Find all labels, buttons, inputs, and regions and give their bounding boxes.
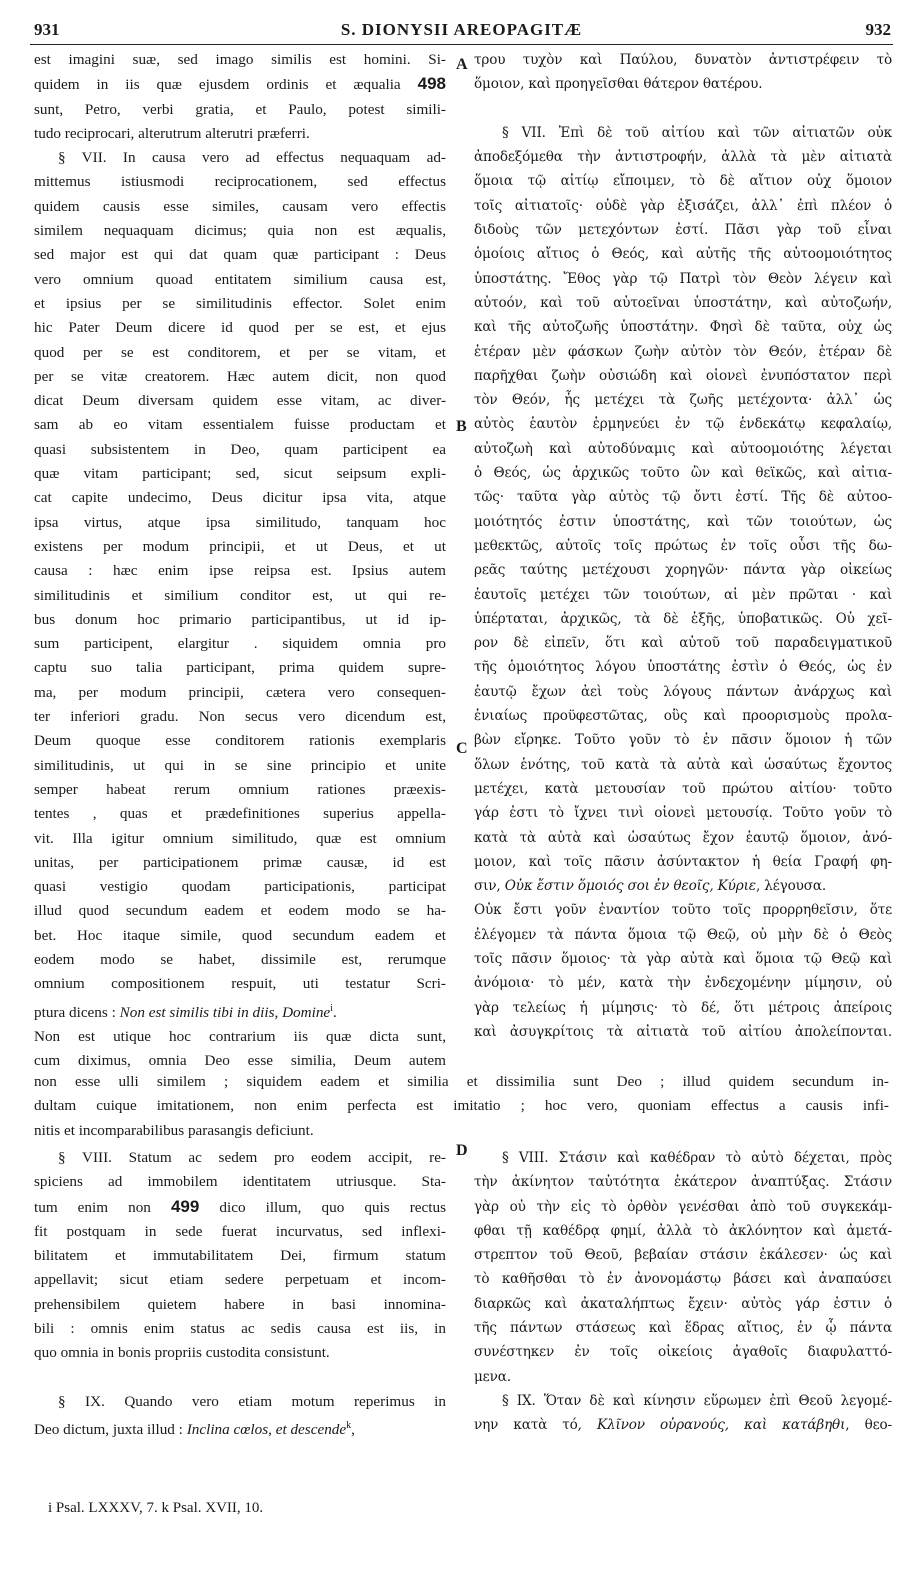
greek-line: ἑαυτῷ ἔχων ἀεὶ τοὺς λόγους πάντων ἀνάρχως καὶ	[474, 683, 892, 700]
scripture-quote: Inclina cœlos, et descende	[186, 1421, 347, 1439]
greek-line: ὅλων ἑνότης, τοῦ κατὰ τὰ αὐτὰ καὶ ὡσαύτως ἔχοντος	[474, 756, 892, 773]
latin-line: sam ab eo vitam essentialem fuisse productam et	[34, 416, 446, 434]
greek-line: ὅμοια τῷ αἰτίῳ εἴποιμεν, τὸ δὲ αἴτιον οὐχ ὅμοιον	[474, 173, 892, 190]
latin-line: sunt, Petro, verbi gratia, et Paulo, potest simili-	[34, 100, 446, 118]
greek-line: μοιότητός ἐστιν ὑποστάτης, καὶ τῶν τοιούτων, ὡς	[474, 513, 892, 530]
greek-line: διδοὺς τῶν μετεχόντων ἐστί. Πᾶσι γὰρ τοῦ εἶναι	[474, 222, 892, 239]
greek-line: ὁμοίοις αἴτιος ὁ Θεός, καὶ αὐτῆς τῆς αὐτοομοιότητος	[474, 246, 892, 263]
greek-line: τοῖς πᾶσιν ὅμοιος· τὰ γὰρ αὐτὰ καὶ ὅμοια τῷ Θεῷ καὶ	[474, 950, 892, 967]
greek-line: γὰρ τελείως ἡ μίμησις· τὸ δέ, ὅτι μέτροις ἀπείροις	[474, 999, 892, 1016]
latin-column-bottom	[34, 1146, 446, 1443]
greek-line: συνέστηκεν ἐν τοῖς οἰκείοις ἀγαθοῖς διαφυλαττό-	[474, 1344, 892, 1361]
latin-line: cum diximus, omnia Deo esse similia, Deum autem	[34, 1052, 446, 1070]
latin-line: vit. Illa igitur omnium similitudo, quæ est omnium	[34, 829, 446, 847]
latin-line: tentes , quas et prædefinitiones superius appella-	[34, 805, 446, 823]
greek-line: τὴν ἀκίνητον ταὐτότητα ἑκάτερον ἀναπτύξας. Στάσιν	[474, 1174, 892, 1191]
latin-line: est imagini suæ, sed imago similis est homini. Si-	[34, 51, 446, 68]
greek-line: ἀνόμοια· τὸ μέν, κατὰ τὴν ἐνδεχομένην μίμησιν, οὐ	[474, 975, 892, 992]
margin-letter-a: A	[456, 56, 468, 73]
latin-line: et ipsius per se similitudinis effector. Solet enim	[34, 294, 446, 312]
greek-line: ρον δὲ εἰπεῖν, ὅτι καὶ αὐτοῦ τοῦ παραδειγματικοῦ	[474, 635, 892, 652]
latin-line: quidem causis esse similes, causam vero effectis	[34, 197, 446, 215]
full-line: non esse ulli similem ; siquidem eadem et similia et dissimilia sunt Deo ; illud quidem secundum in-	[34, 1073, 889, 1090]
greek-line: βὼν εἴρηκε. Τοῦτο γοῦν τὸ ἐν πᾶσιν ὅμοιον ἡ τῶν	[474, 732, 892, 749]
latin-line: eodem modo se habet, dissimile est, rerumque	[34, 950, 446, 968]
latin-line: § IX. Quando vero etiam motum reperimus in	[58, 1392, 446, 1410]
greek-line: τοῖς αἰτιατοῖς· οὐδὲ γὰρ ἐξισάζει, ἀλλ᾽ ἐπὶ πλέον ὁ	[474, 197, 892, 214]
page-number-right: 932	[865, 20, 891, 39]
latin-line: Deum quoque esse conditorem rationis exemplaris	[34, 732, 446, 750]
latin-line: similem nequaquam dicimus; quia non est æqualis,	[34, 222, 446, 240]
latin-line: ipsa virtus, atque ipsa similitudo, tanquam hoc	[34, 513, 446, 531]
greek-line: φθαι τῇ καθέδρᾳ φημί, ἀλλὰ τὸ ἀκλόνητον καὶ ἀμετά-	[474, 1222, 892, 1239]
greek-line: τῆς ὁμοιότητος λόγου ὑποστάτης ἐστὶν ὁ Θεός, ὡς ἐν	[474, 659, 892, 676]
greek-line: ἑαυτοῖς μετέχει τῶν τοιούτων, αἱ μὲν πρῶται · καὶ	[474, 586, 892, 603]
latin-line: per se vitæ creatorem. Hæc autem dicit, non quod	[34, 367, 446, 385]
greek-line: στρεπτον τοῦ Θεοῦ, βεβαίαν στάσιν ἐκάλεσεν· ὡς καὶ	[474, 1247, 892, 1264]
latin-line: § VIII. Statum ac sedem pro eodem accipit, re-	[58, 1149, 446, 1166]
latin-line: existens per modum principii, et ut Deus, et ut	[34, 537, 446, 555]
greek-line: ὁ Θεός, ὡς ἀρχικῶς τοῦτο ὢν καὶ θεϊκῶς, καὶ αἰτια-	[474, 465, 892, 482]
header-rule	[30, 44, 893, 45]
latin-line: tum enim non 499 dico illum, quo quis rectus	[34, 1196, 446, 1216]
latin-line: quidem in iis quæ ejusdem ordinis et æqualia 498	[34, 74, 446, 94]
greek-line: γάρ ἐστι τὸ ἴχνει τινὶ οἱονεὶ μετουσίᾳ. Τοῦτο γοῦν τὸ	[474, 805, 892, 822]
page-number-left: 931	[34, 20, 60, 39]
latin-line: fit postquam in sede fuerat incurvatus, sed inflexi-	[34, 1222, 446, 1240]
greek-line: τὸ καθῆσθαι τὸ ἐν ἀνονομάστῳ βάσει καὶ ἀναπαύσει	[474, 1271, 892, 1288]
greek-line: κατὰ τὰ αὐτὰ καὶ ὡσαύτως ἔχον ἑαυτῷ ὅμοιον, ἀνό-	[474, 829, 892, 846]
latin-line: illud quod secundum eadem et eodem modo se ha-	[34, 902, 446, 920]
greek-line: ἑτέραν μὲν φάσκων ζωὴν αὐτὸν τὸν Θεόν, ἑτέραν δὲ	[474, 343, 892, 360]
latin-line: captu suo talia participant, prima quidem supre-	[34, 659, 446, 677]
running-title: S. DIONYSII AREOPAGITÆ	[340, 20, 583, 39]
greek-line: τῆς πάντων στάσεως καὶ ἕδρας αἴτιος, ἐν ᾧ πάντα	[474, 1320, 892, 1337]
latin-line: dicat Deum diversam quidem esse vitam, ac diver-	[34, 392, 446, 410]
footnotes: i Psal. LXXXV, 7. k Psal. XVII, 10.	[48, 1500, 264, 1516]
latin-line: tudo reciprocari, alterutrum alterutri præferri.	[34, 124, 310, 142]
greek-line: ρεᾶς ταύτης μετέχουσι χορηγῶν· πάντα γὰρ οἰκείως	[474, 562, 892, 579]
latin-line: ma, per modum principii, cætera vero consequen-	[34, 683, 446, 701]
latin-line: quasi subsistentem in Deo, quam participent ea	[34, 440, 446, 458]
greek-line: σιν, Οὐκ ἔστιν ὅμοιός σοι ἐν θεοῖς, Κύριε, λέγουσα.	[474, 878, 827, 895]
migne-number-498: 498	[417, 74, 446, 94]
latin-line: omnium compositionem respuit, uti testatur Scri-	[34, 975, 446, 993]
latin-line: quæ vitam participant; sed, sicut seipsum expli-	[34, 465, 446, 483]
greek-line: ἑνιαίως προϋφεστῶτας, οὓς καὶ προορισμοὺς προλα-	[474, 708, 892, 725]
full-width-latin	[34, 1070, 889, 1143]
margin-letter-d: D	[456, 1142, 468, 1159]
greek-line: νην κατὰ τό, Κλῖνον οὐρανούς, καὶ κατάβηθι, θεο-	[474, 1417, 892, 1434]
latin-line: quasi vestigio quodam participationis, participat	[34, 878, 446, 896]
latin-line: appellavit; sicut etiam sedere perpetuam et incom-	[34, 1271, 446, 1289]
latin-line: mittemus istiusmodi reciprocationem, sed effectus	[34, 173, 446, 191]
page-header	[30, 16, 893, 46]
greek-column-top	[474, 48, 892, 1044]
greek-column-bottom	[474, 1146, 892, 1438]
latin-line: bili : omnis enim status ac sedis causa est iis, in	[34, 1320, 446, 1338]
greek-scripture-quote: Οὐκ ἔστιν ὅμοιός σοι ἐν θεοῖς, Κύριε	[504, 878, 756, 895]
latin-line: semper habeat rerum omnium rationes præexis-	[34, 780, 446, 798]
greek-line: Οὐκ ἔστι γοῦν ἐναντίον τοῦτο τοῖς προρρηθεῖσιν, ὅτε	[474, 902, 892, 919]
full-line: dultam cuique imitationem, non enim perfecta est imitatio ; hoc vero, quoniam effectus a causis infi-	[34, 1097, 889, 1115]
latin-line: bus donum hoc primario participantibus, ut id ip-	[34, 610, 446, 628]
greek-line: μεθεκτῶς, αὐτοῖς τοῖς πρώτως ἐν τοῖς οὖσι τῆς δω-	[474, 537, 892, 554]
greek-line: § VII. Ἐπὶ δὲ τοῦ αἰτίου καὶ τῶν αἰτιατῶν οὐκ	[502, 124, 892, 141]
latin-line: causa : hæc enim ipse reipsa est. Ipsius autem	[34, 562, 446, 580]
greek-scripture-quote: Κλῖνον οὐρανούς, καὶ κατάβηθι	[596, 1417, 846, 1434]
greek-line: διαρκῶς καὶ ἀκαταλήπτως ἔχειν· αὐτὸς γάρ ἐστιν ὁ	[474, 1295, 892, 1312]
greek-line: ὅμοιον, καὶ προηγεῖσθαι θάτερον θατέρου.	[474, 76, 763, 93]
latin-line: Deo dictum, juxta illud : Inclina cœlos, et descende$^k$,	[34, 1420, 355, 1439]
greek-line: μενα.	[474, 1368, 511, 1385]
footnote-mark: i	[330, 1002, 333, 1014]
greek-line: μοιον, καὶ τοῖς πᾶσιν ἀσύντακτον ἡ θεία Γραφή φη-	[474, 853, 892, 870]
greek-line: αὐτοόν, καὶ τοῦ αὐτοεῖναι ὑποστάτην, καὶ αὐτοζωήν,	[474, 294, 892, 311]
greek-line: ὑποστάτης. Ἔθος γὰρ τῷ Πατρὶ τὸν Θεὸν λέγειν καὶ	[474, 270, 892, 287]
greek-line: παρῆχθαι ζωὴν οὐσιώδη καὶ οἱονεὶ ἐνυπόστατον περὶ	[474, 367, 892, 384]
latin-line: spiciens ad immobilem identitatem utriusque. Sta-	[34, 1173, 446, 1191]
full-line: nitis et incomparabilibus parasangis deficiunt.	[34, 1121, 314, 1139]
greek-line: γὰρ οὐ τὴν εἰς τὸ ὀρθὸν γενέσθαι ἀπὸ τοῦ συγκεκάμ-	[474, 1198, 892, 1215]
margin-letter-c: C	[456, 740, 468, 757]
greek-line: § VIII. Στάσιν καὶ καθέδραν τὸ αὐτὸ δέχεται, πρὸς	[502, 1150, 892, 1166]
greek-line: ὑπέρταται, ἀρχικῶς, τὰ δὲ ἑξῆς, ὑποβατικῶς. Οὐ χεῖ-	[474, 610, 892, 627]
greek-line: ἐλέγομεν τὰ πάντα ὅμοια τῷ Θεῷ, οὐ μὴν δὲ ὁ Θεὸς	[474, 926, 892, 943]
latin-line: cat capite undecimo, Deus dicitur ipsa vita, atque	[34, 489, 446, 507]
greek-line: ἀποδεξόμεθα τὴν ἀντιστροφήν, ἀλλὰ τὰ μὲν αἰτιατὰ	[474, 149, 892, 166]
margin-letter-b: B	[456, 418, 467, 435]
migne-number-499: 499	[170, 1196, 200, 1216]
greek-line: μετέχει, κατὰ μετουσίαν τοῦ πρώτου αἰτίου· τοῦτο	[474, 780, 892, 797]
latin-column-top	[34, 48, 446, 1074]
latin-line: sum participent, elargitur . siquidem omnia pro	[34, 635, 446, 653]
latin-line: similitudinis, ut qui in se sine principio et unite	[34, 756, 446, 774]
greek-line: αὐτὸς ἑαυτὸν ἑρμηνεύει ἐν τῷ ἑνδεκάτῳ κεφαλαίῳ,	[474, 416, 892, 433]
latin-line: bet. Hoc itaque simile, quod secundum eadem et	[34, 926, 446, 944]
greek-line: καὶ τῆς αὐτοζωῆς ὑποστάτην. Φησὶ δὲ ταῦτα, οὐχ ὡς	[474, 319, 892, 336]
latin-line: § VII. In causa vero ad effectus nequaquam ad-	[58, 149, 446, 167]
latin-line: similitudinis et similium conditor est, ut qui re-	[34, 586, 446, 604]
latin-line: Non est utique hoc contrarium iis quæ dicta sunt,	[34, 1027, 446, 1045]
latin-line: sed major est qui dat quam quæ participant : Deus	[34, 246, 446, 264]
latin-line: prehensibilem quietem habere in basi innomina-	[34, 1295, 446, 1313]
greek-line: καὶ ἀσυγκρίτοις τὰ αἰτιατὰ τοῦ αἰτίου ἀπολείπονται.	[474, 1023, 892, 1040]
latin-line: quo omnia in bonis propriis custodita consistunt.	[34, 1344, 330, 1362]
greek-line: τὸν Θεόν, ἧς μετέχει τὰ ζωῆς μετέχοντα· ἀλλ᾽ ὡς	[474, 392, 892, 409]
latin-line: unitas, per participationem primæ causæ, id est	[34, 853, 446, 871]
latin-line: quod per se est conditorem, et per se vitam, et	[34, 343, 446, 361]
scripture-quote: Non est similis tibi in diis, Domine	[119, 1003, 331, 1021]
greek-line: § IX. Ὅταν δὲ καὶ κίνησιν εὕρωμεν ἐπὶ Θεοῦ λεγομέ-	[502, 1392, 892, 1409]
latin-line: vero omnium quoad entitatem similium causa est,	[34, 270, 446, 288]
greek-line: αὐτοζωὴ καὶ αὐτοδύναμις καὶ αὐτοομοιότης λέγεται	[474, 440, 892, 457]
latin-line: bilitatem et immutabilitatem Dei, firmum statum	[34, 1247, 446, 1265]
greek-line: τῶς· ταῦτα γὰρ αὐτὸς τῷ ὄντι ἐστί. Τῆς δὲ αὐτοο-	[474, 489, 892, 506]
latin-line: hic Pater Deum dicere id quod per se est, et ejus	[34, 319, 446, 337]
greek-line: τρου τυχὸν καὶ Παύλου, δυνατὸν ἀντιστρέφειν τὸ	[474, 52, 892, 68]
latin-line: ptura dicens : Non est similis tibi in diis, Domine$^i$.	[34, 1002, 337, 1021]
footnote-mark: k	[346, 1420, 352, 1432]
latin-line: ter inferiori gradu. Non secus vero dicendum est,	[34, 708, 446, 726]
